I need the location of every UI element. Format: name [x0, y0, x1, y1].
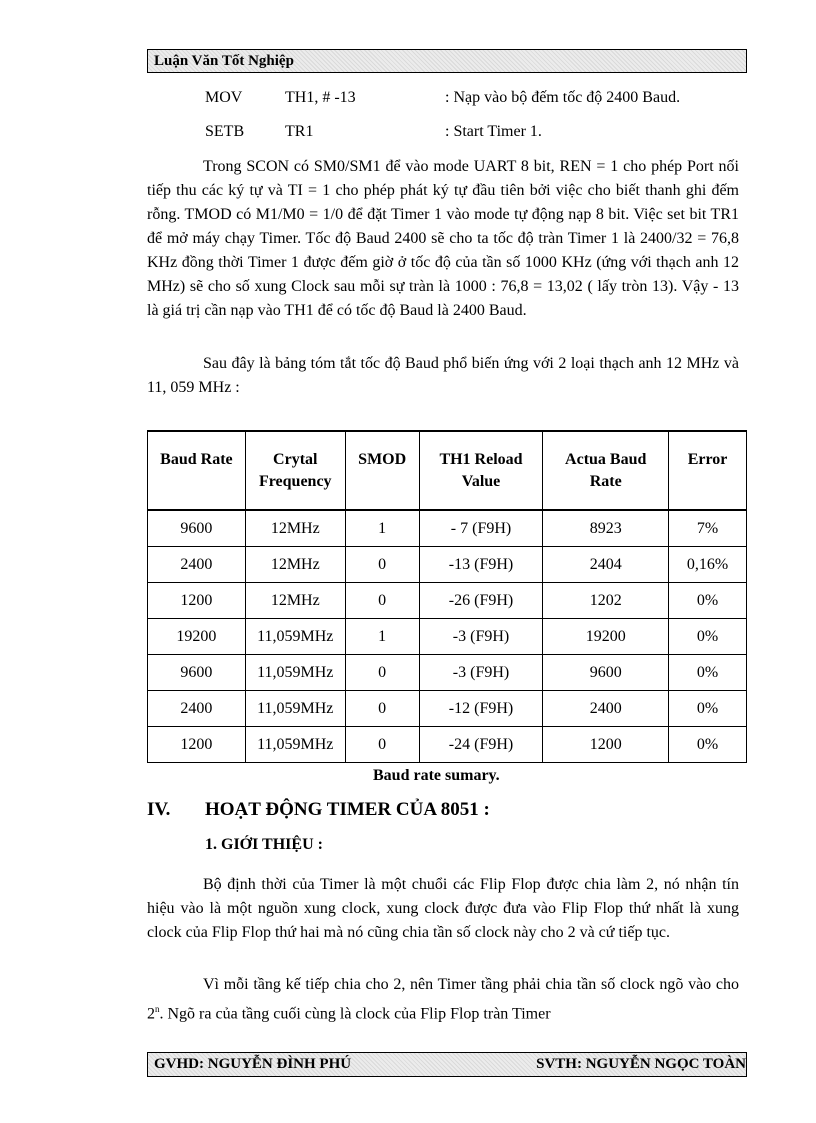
table-row	[148, 619, 747, 655]
table-row	[148, 547, 747, 583]
table-cell: -26 (F9H)	[419, 583, 543, 619]
table-row	[148, 655, 747, 691]
table-row	[148, 510, 747, 547]
table-cell: 1200	[148, 727, 246, 763]
table-cell: 1200	[148, 583, 246, 619]
table-cell: 19200	[543, 619, 669, 655]
table-cell: 0	[345, 727, 419, 763]
header-cell: TH1 Reload Value	[419, 431, 543, 510]
table-cell: -24 (F9H)	[419, 727, 543, 763]
table-row	[148, 727, 747, 763]
table-cell: - 7 (F9H)	[419, 510, 543, 547]
code-arg: TH1, # -13	[285, 89, 356, 106]
table-cell: -3 (F9H)	[419, 655, 543, 691]
table-cell: 0%	[669, 691, 747, 727]
table-cell: -13 (F9H)	[419, 547, 543, 583]
table-cell: 11,059MHz	[245, 619, 345, 655]
header-cell: Actua Baud Rate	[543, 431, 669, 510]
table-cell: 12MHz	[245, 583, 345, 619]
header-bar	[147, 49, 747, 73]
table-cell: 0	[345, 691, 419, 727]
table-cell: 1202	[543, 583, 669, 619]
table-caption: Baud rate sumary.	[373, 767, 500, 784]
paragraph-timer-divide	[147, 973, 739, 1026]
footer-bar	[147, 1052, 747, 1077]
table-cell: 0%	[669, 727, 747, 763]
table-cell: -3 (F9H)	[419, 619, 543, 655]
paragraph-summary-intro	[147, 352, 739, 400]
table-cell: 11,059MHz	[245, 655, 345, 691]
table-cell: 0%	[669, 619, 747, 655]
table-cell: 0	[345, 547, 419, 583]
footer-advisor: GVHD: NGUYỄN ĐÌNH PHÚ	[154, 1056, 352, 1072]
section-title: HOẠT ĐỘNG TIMER CỦA 8051 :	[205, 799, 490, 820]
table-cell: 11,059MHz	[245, 727, 345, 763]
table-cell: 0	[345, 655, 419, 691]
paragraph-scon	[147, 155, 739, 323]
table-cell: 1	[345, 510, 419, 547]
header-cell: Baud Rate	[148, 431, 246, 510]
table-cell: 7%	[669, 510, 747, 547]
baud-rate-table	[147, 430, 747, 763]
header-title: Luận Văn Tốt Nghiệp	[154, 53, 294, 69]
paragraph-timer-divide-text: Vì mỗi tầng kế tiếp chia cho 2, nên Timer tầng phải chia tần số clock ngõ vào cho 2	[147, 976, 739, 1023]
paragraph-timer-intro	[147, 873, 739, 945]
paragraph-timer-divide-rest: . Ngõ ra của tầng cuối cùng là clock của Flip Flop tràn Timer	[159, 1005, 551, 1023]
table-cell: 0	[345, 583, 419, 619]
table-header-row	[148, 431, 747, 510]
header-cell: Error	[669, 431, 747, 510]
paragraph-summary-intro-text: Sau đây là bảng tóm tắt tốc độ Baud phổ biến ứng với 2 loại thạch anh 12 MHz và 11, 059 MHz :	[147, 355, 739, 396]
paragraph-scon-text: Trong SCON có SM0/SM1 để vào mode UART 8 bit, REN = 1 cho phép Port nối tiếp thu các ký tự và TI = 1 cho phép phát ký tự đầu tiên bởi việc cho biết thanh ghi đếm rỗng. TMOD có M1/M0 = 1/0 để đặt Timer 1 vào mode tự động nạp 8 bit. Việc set bit TR1 để mở máy chạy Timer. Tốc độ Baud 2400 sẽ cho ta tốc độ tràn Timer 1 là 2400/32 = 76,8 KHz đồng thời Timer 1 được đếm giờ ở tốc độ của tần số 1000 KHz (ứng với thạch anh 12 MHz) sẽ cho số xung Clock sau mỗi sự tràn là 1000 : 76,8 = 13,02 ( lấy tròn 13). Vậy - 13 là giá trị cần nạp vào TH1 để có tốc độ Baud là 2400 Baud.	[147, 158, 739, 319]
table-cell: 12MHz	[245, 510, 345, 547]
header-cell: Crytal Frequency	[245, 431, 345, 510]
code-op: MOV	[205, 89, 243, 106]
code-op: SETB	[205, 123, 245, 140]
footer-student: SVTH: NGUYỄN NGỌC TOÀN	[536, 1056, 746, 1072]
code-comment: : Start Timer 1.	[445, 123, 542, 140]
header-cell: SMOD	[345, 431, 419, 510]
table-cell: 9600	[148, 510, 246, 547]
table-cell: 19200	[148, 619, 246, 655]
table-cell: 2400	[543, 691, 669, 727]
table-cell: 12MHz	[245, 547, 345, 583]
table-row	[148, 691, 747, 727]
table-cell: 0%	[669, 655, 747, 691]
code-comment: : Nạp vào bộ đếm tốc độ 2400 Baud.	[445, 89, 681, 106]
subsection-heading: 1. GIỚI THIỆU :	[205, 836, 323, 853]
table-cell: 0,16%	[669, 547, 747, 583]
table-cell: 9600	[148, 655, 246, 691]
table-cell: 2400	[148, 691, 246, 727]
table-cell: 1	[345, 619, 419, 655]
table-cell: 11,059MHz	[245, 691, 345, 727]
table-cell: 2404	[543, 547, 669, 583]
table-cell: 0%	[669, 583, 747, 619]
table-cell: 8923	[543, 510, 669, 547]
table-row	[148, 583, 747, 619]
table-cell: -12 (F9H)	[419, 691, 543, 727]
table-cell: 9600	[543, 655, 669, 691]
table-cell: 2400	[148, 547, 246, 583]
code-arg: TR1	[285, 123, 314, 140]
paragraph-timer-intro-text: Bộ định thời của Timer là một chuổi các Flip Flop được chia làm 2, nó nhận tín hiệu vào là một nguồn xung clock, xung clock được đưa vào Flip Flop thứ nhất là xung clock của Flip Flop thứ hai mà nó cũng chia tần số clock này cho 2 và cứ tiếp tục.	[147, 876, 739, 941]
superscript-n: n	[155, 1004, 160, 1014]
section-number: IV.	[147, 799, 171, 820]
table-cell: 1200	[543, 727, 669, 763]
